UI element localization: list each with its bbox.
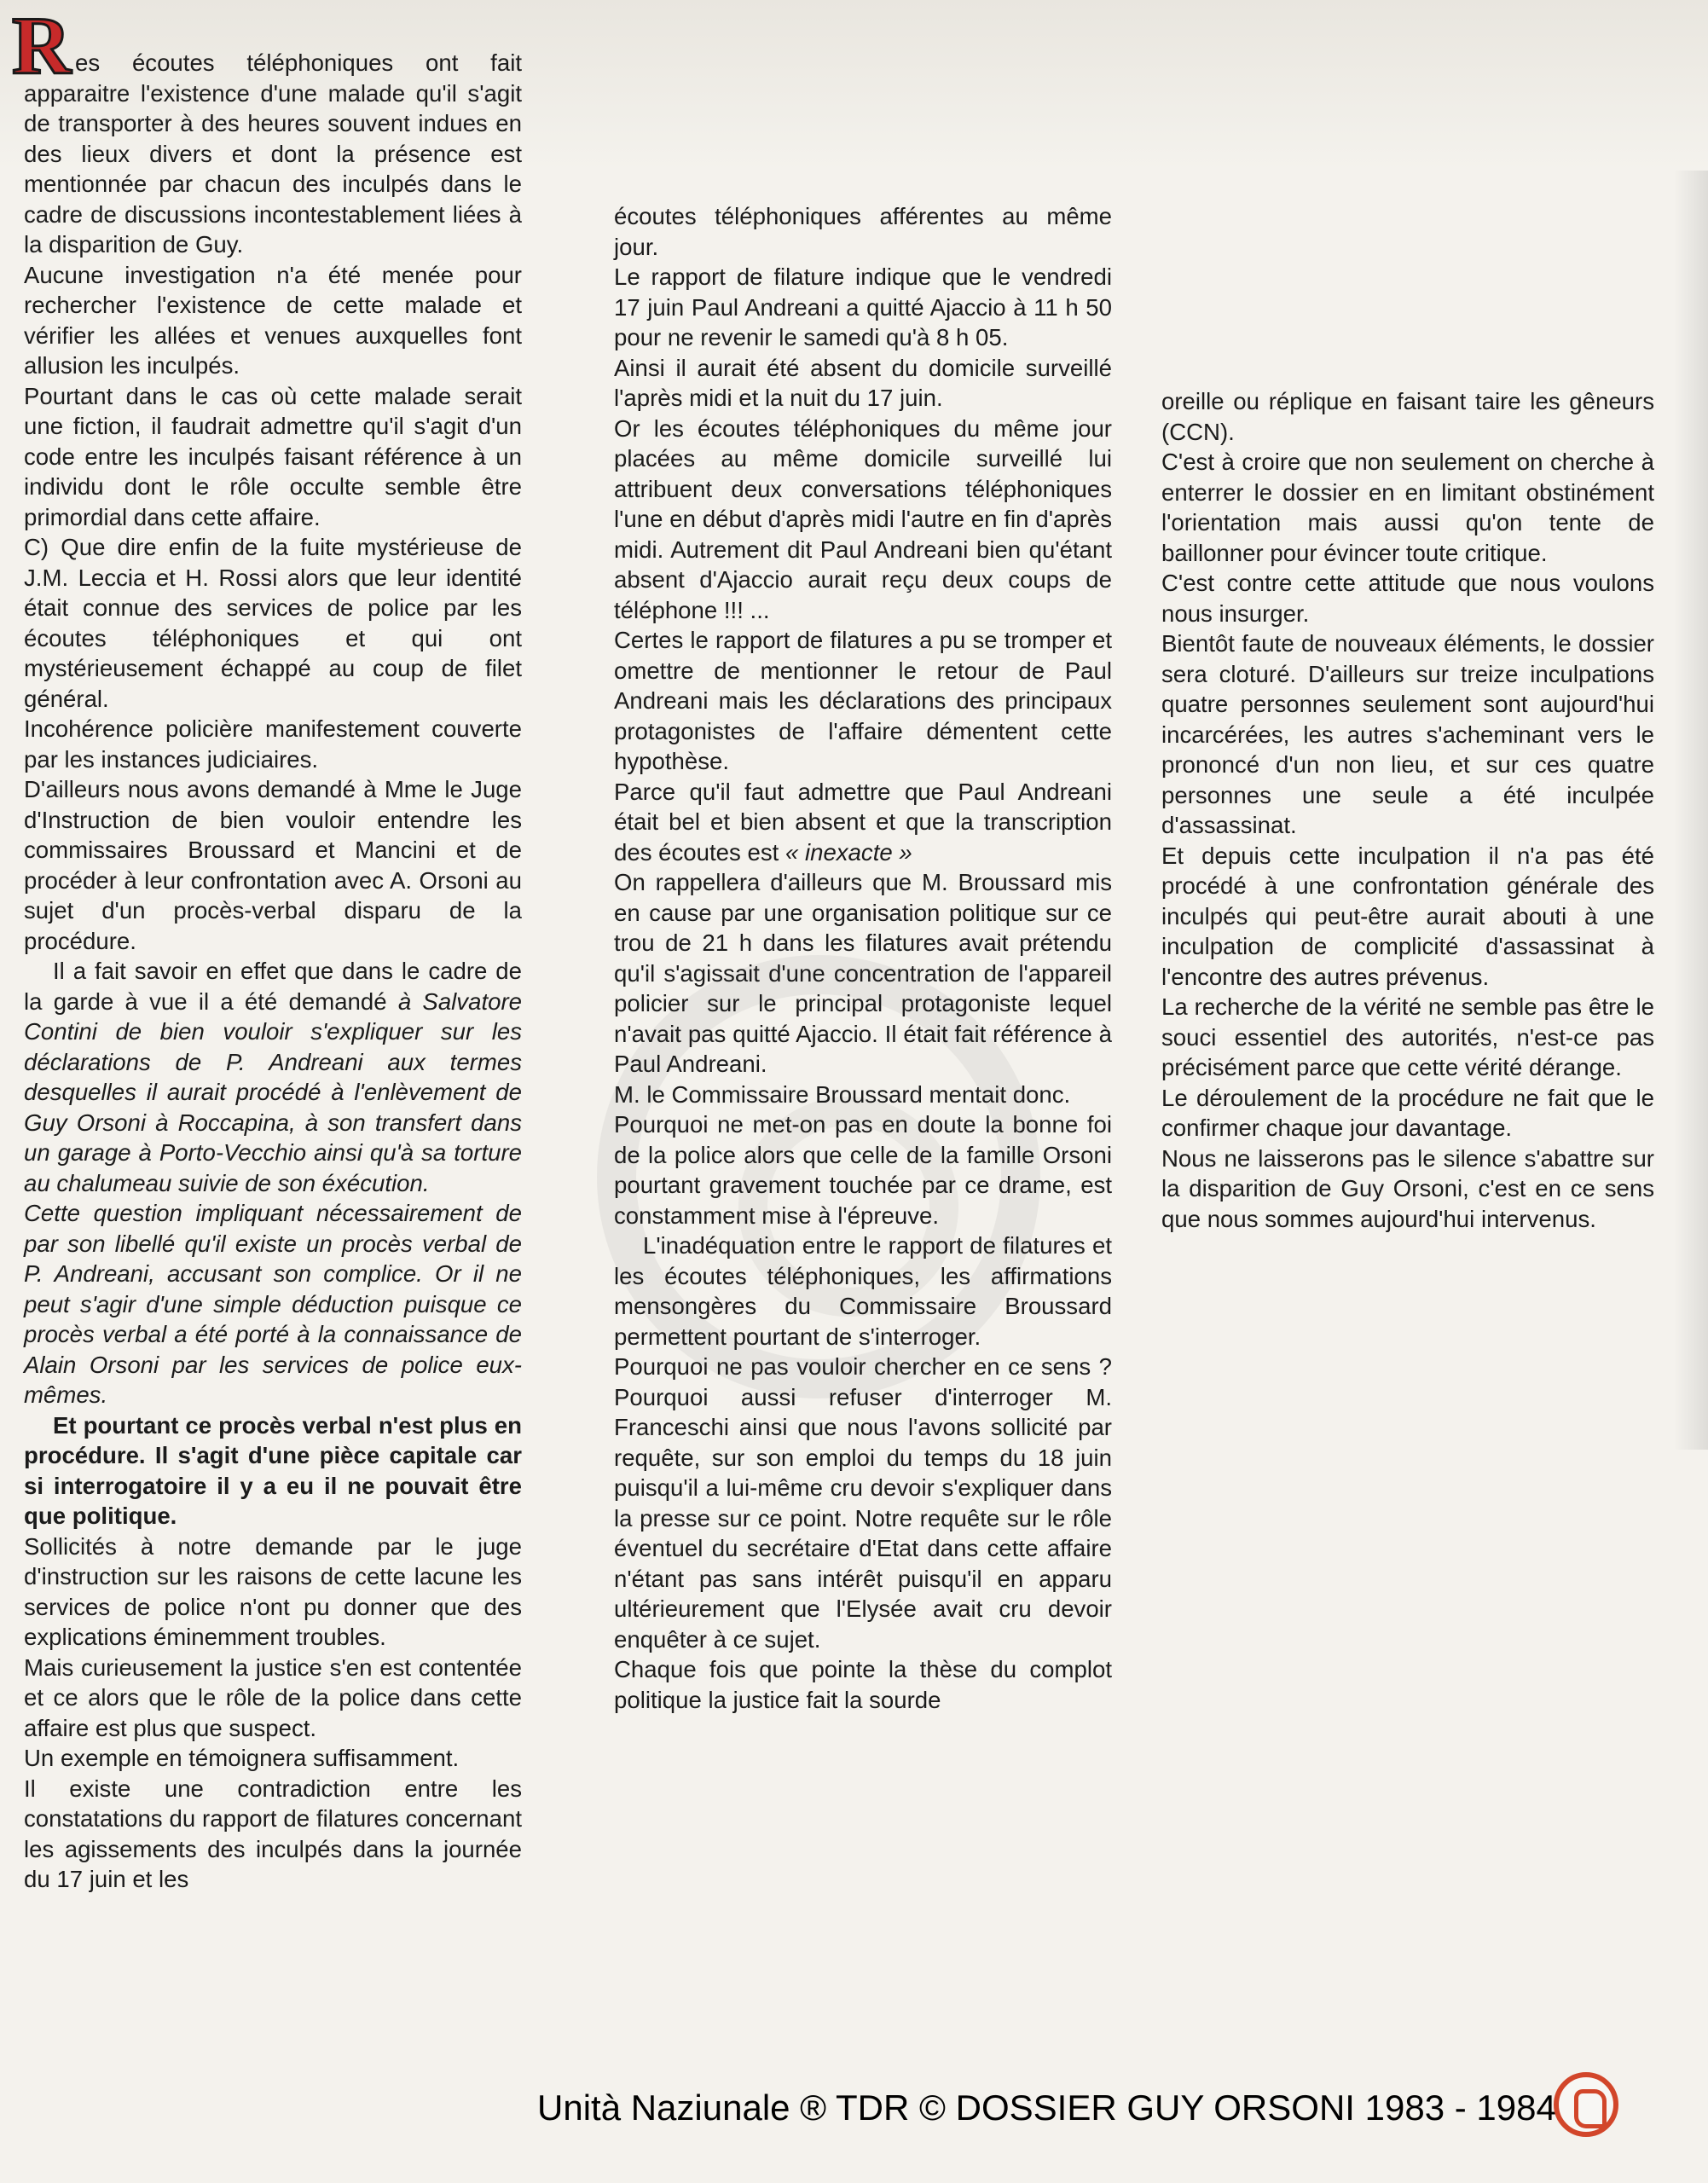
paragraph: Chaque fois que pointe la thèse du complot politique la justice fait la sourde <box>614 1656 1112 1713</box>
paragraph: C) Que dire enfin de la fuite mystérieuse de J.M. Leccia et H. Rossi alors que leur identité était connue des services de police par les écoutes téléphoniques et qui ont mystérieusement échappé au coup de filet général. <box>24 534 522 712</box>
paragraph: La recherche de la vérité ne semble pas être le souci essentiel des autorités, n'est-ce pas précisément parce que cette vérité dérange. <box>1161 993 1654 1080</box>
paragraph: Pourquoi ne pas vouloir chercher en ce sens ? Pourquoi aussi refuser d'interroger M. Franceschi ainsi que nous l'avons sollicité par requête, sur son emploi du temps du 18 juin puisqu'il a lui-même cru devoir s'expliquer dans la presse sur ce point. Notre requête sur le rôle éventuel du secrétaire d'Etat dans cette affaire n'étant pas sans intérêt puisqu'il en apparu ultérieurement que l'Elysée avait cru devoir enquêter à ce sujet. <box>614 1353 1112 1653</box>
article-column-2 <box>614 201 1112 1715</box>
paragraph: Pourtant dans le cas où cette malade serait une fiction, il faudrait admettre qu'il s'agit d'un code entre les inculpés faisant référence à un individu dont le rôle occulte semble être primordial dans cette affaire. <box>24 382 522 530</box>
paragraph: D'ailleurs nous avons demandé à Mme le Juge d'Instruction de bien vouloir entendre les commissaires Broussard et Mancini et de procéder à leur confrontation avec A. Orsoni au sujet d'un procès-verbal disparu de la procédure. <box>24 776 522 954</box>
paragraph: Le déroulement de la procédure ne fait que le confirmer chaque jour davantage. <box>1161 1084 1654 1141</box>
paragraph: oreille ou réplique en faisant taire les gêneurs (CCN). <box>1161 388 1654 445</box>
paragraph: Il a fait savoir en effet que dans le cadre de la garde à vue il a été demandé à Salvatore Contini de bien vouloir s'expliquer sur les déclarations de P. Andreani aux termes desquelles il aurait procédé à l'enlèvement de Guy Orsoni à Roccapina, à son transfert dans un garage à Porto-Vecchio ainsi qu'à sa torture au chalumeau suivie de son éxécution. <box>24 958 523 1196</box>
paragraph: C'est à croire que non seulement on cherche à enterrer le dossier en en limitant obstinément l'orientation mais aussi qu'on tente de baillonner pour évincer toute critique. <box>1161 449 1654 566</box>
paragraph: Bientôt faute de nouveaux éléments, le dossier sera cloturé. D'ailleurs sur treize inculpations quatre personnes seulement sont aujourd'hui incarcérées, les autres s'acheminant vers le prononcé d'un non lieu, et sur ces quatre personnes une seule a été inculpée d'assassinat. <box>1161 630 1654 838</box>
footer-credit: Unità Naziunale ® TDR © DOSSIER GUY ORSONI 1983 - 1984 <box>537 2087 1556 2128</box>
paragraph: Aucune investigation n'a été menée pour rechercher l'existence de cette malade et vérifier les allées et venues auxquelles font allusion les inculpés. <box>24 261 522 379</box>
footer-logo-icon <box>1554 2072 1618 2137</box>
article-column-1 <box>24 48 522 1895</box>
paragraph: Mais curieusement la justice s'en est contentée et ce alors que le rôle de la police dans cette affaire est plus que suspect. <box>24 1653 522 1741</box>
paragraph: Il existe une contradiction entre les constatations du rapport de filatures concernant les agissements des inculpés dans la journée du 17 juin et les <box>24 1775 522 1892</box>
bold-paragraph: Et pourtant ce procès verbal n'est plus en procédure. Il s'agit d'une pièce capitale car si interrogatoire il y a eu il ne pouvait être que politique. <box>24 1411 522 1529</box>
unita-naziunale-logo: R <box>12 0 72 91</box>
italic-quote: à Salvatore Contini de bien vouloir s'expliquer sur les déclarations de P. Andreani aux termes desquelles il aurait procédé à l'enlèvement de Guy Orsoni à Roccapina, à son transfert dans un garage à Porto-Vecchio ainsi qu'à sa torture au chalumeau suivie de son éxécution. <box>24 987 523 1196</box>
article-column-3 <box>1161 386 1654 1234</box>
paragraph: Sollicités à notre demande par le juge d'instruction sur les raisons de cette lacune les services de police n'ont pu donner que des explications éminemment troubles. <box>24 1532 522 1650</box>
paragraph: Ainsi il aurait été absent du domicile surveillé l'après midi et la nuit du 17 juin. <box>614 354 1112 411</box>
paragraph: C'est contre cette attitude que nous voulons nous insurger. <box>1161 570 1654 627</box>
paragraph: Nous ne laisserons pas le silence s'abattre sur la disparition de Guy Orsoni, c'est en ce sens que nous sommes aujourd'hui intervenus. <box>1161 1144 1654 1232</box>
paragraph: Incohérence policière manifestement couverte par les instances judiciaires. <box>24 715 522 773</box>
paragraph: Le rapport de filature indique que le vendredi 17 juin Paul Andreani a quitté Ajaccio à 11 h 50 pour ne revenir le samedi qu'à 8 h 05. <box>614 263 1112 350</box>
paragraph: Or les écoutes téléphoniques du même jour placées au même domicile surveillé lui attribuent deux conversations téléphoniques l'une en début d'après midi l'autre en fin d'après midi. Autrement dit Paul Andreani bien qu'étant absent d'Ajaccio aurait reçu deux coups de téléphone !!! ... <box>614 414 1112 623</box>
paragraph: Certes le rapport de filatures a pu se tromper et omettre de mentionner le retour de Paul Andreani mais les déclarations des principaux protagonistes de l'affaire démentent cette hypothèse. <box>614 627 1112 774</box>
paragraph: écoutes téléphoniques afférentes au même jour. <box>614 203 1112 260</box>
paragraph: es écoutes téléphoniques ont fait apparaitre l'existence d'une malade qu'il s'agit de transporter à des heures souvent indues en des lieux divers et dont la présence est mentionnée par chacun des inculpés dans le cadre de discussions incontestablement liées à la disparition de Guy. <box>24 49 522 258</box>
paragraph: Parce qu'il faut admettre que Paul Andreani était bel et bien absent et que la transcription des écoutes est « inexacte » <box>614 778 1112 866</box>
paragraph: Et depuis cette inculpation il n'a pas été procédé à une confrontation générale des inculpés qui peut-être aurait abouti à une inculpation de complicité d'assassinat à l'encontre des autres prévenus. <box>1161 842 1654 990</box>
paragraph: Pourquoi ne met-on pas en doute la bonne foi de la police alors que celle de la famille Orsoni pourtant gravement touchée par ce drame, est constamment mise à l'épreuve. <box>614 1111 1112 1229</box>
paragraph: M. le Commissaire Broussard mentait donc. <box>614 1080 1071 1108</box>
italic-paragraph: Cette question impliquant nécessairement de par son libellé qu'il existe un procès verbal de P. Andreani, accusant son complice. Or il ne peut s'agir d'une simple déduction puisque ce procès verbal a été porté à la connaissance de Alain Orsoni par les services de police eux-mêmes. <box>24 1200 522 1408</box>
paragraph: Un exemple en témoignera suffisamment. <box>24 1745 460 1771</box>
paragraph: L'inadéquation entre le rapport de filatures et les écoutes téléphoniques, les affirmations mensongères du Commissaire Broussard permettent pourtant de s'interroger. <box>614 1232 1112 1350</box>
page-edge-shadow <box>1674 171 1708 1450</box>
paragraph: On rappellera d'ailleurs que M. Broussard mis en cause par une organisation politique sur ce trou de 21 h dans les filatures avait prétendu qu'il s'agissait d'une concentration de l'appareil policier sur le principal protagoniste lequel n'avait pas quitté Ajaccio. Il était fait référence à Paul Andreani. <box>614 869 1112 1077</box>
italic-quote: « inexacte » <box>785 838 912 866</box>
